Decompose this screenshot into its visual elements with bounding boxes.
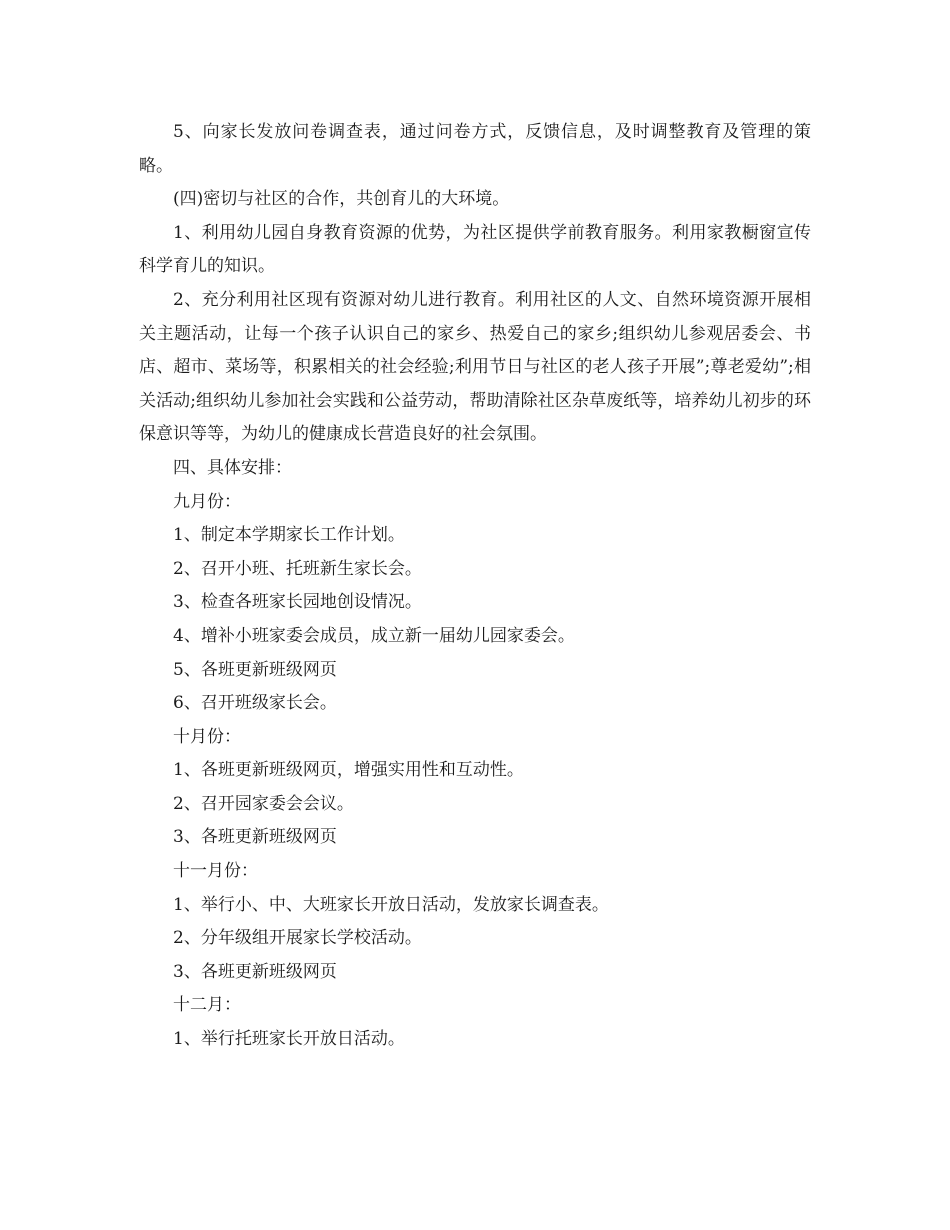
document-body (139, 116, 811, 1057)
list-item: 1、举行托班家长开放日活动。 (173, 1029, 405, 1050)
section-heading: (四)密切与社区的合作，共创育儿的大环境。 (173, 189, 510, 210)
paragraph: 5、向家长发放问卷调查表，通过问卷方式，反馈信息，及时调整教育及管理的策略。 (139, 122, 811, 176)
list-item: 2、分年级组开展家长学校活动。 (173, 928, 422, 949)
list-item: 5、各班更新班级网页 (173, 659, 337, 680)
month-heading: 十二月： (173, 995, 241, 1016)
list-item: 1、制定本学期家长工作计划。 (173, 525, 405, 546)
list-item: 6、召开班级家长会。 (173, 693, 337, 714)
paragraph: 2、充分利用社区现有资源对幼儿进行教育。利用社区的人文、自然环境资源开展相关主题活动，让每一个孩子认识自己的家乡、热爱自己的家乡;组织幼儿参观居委会、书店、超市、菜场等，积累相关的社会经验;利用节日与社区的老人孩子开展”;尊老爱幼”;相关活动;组织幼儿参加社会实践和公益劳动，帮助清除社区杂草废纸等，培养幼儿初步的环保意识等等，为幼儿的健康成长营造良好的社会氛围。 (139, 289, 811, 445)
paragraph: 1、利用幼儿园自身教育资源的优势，为社区提供学前教育服务。利用家教橱窗宣传科学育儿的知识。 (139, 222, 811, 277)
month-heading: 十月份： (173, 726, 241, 747)
list-item: 3、检查各班家长园地创设情况。 (173, 592, 422, 613)
section-heading: 四、具体安排： (173, 457, 292, 478)
list-item: 4、增补小班家委会成员，成立新一届幼儿园家委会。 (173, 625, 575, 646)
list-item: 2、召开小班、托班新生家长会。 (173, 558, 422, 579)
month-heading: 九月份： (173, 491, 241, 512)
list-item: 1、各班更新班级网页，增强实用性和互动性。 (173, 760, 524, 781)
month-heading: 十一月份： (173, 861, 258, 882)
list-item: 3、各班更新班级网页 (173, 961, 337, 982)
list-item: 3、各班更新班级网页 (173, 827, 337, 848)
list-item: 1、举行小、中、大班家长开放日活动，发放家长调查表。 (173, 894, 609, 915)
list-item: 2、召开园家委会会议。 (173, 793, 354, 814)
